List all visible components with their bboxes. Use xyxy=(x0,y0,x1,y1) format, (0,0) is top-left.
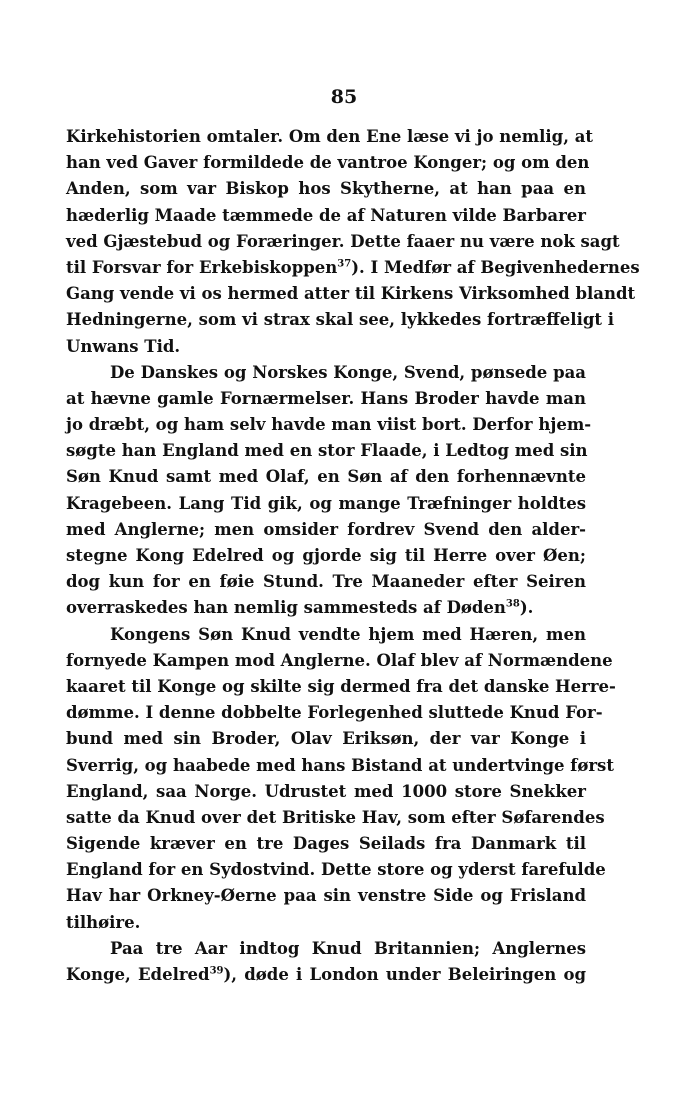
text-line xyxy=(66,726,586,752)
text-line xyxy=(66,281,636,307)
text-line xyxy=(66,622,586,648)
body-text xyxy=(66,124,640,988)
text-line-content: bund med sin Broder, Olav Eriksøn, der var Konge i xyxy=(66,729,586,749)
text-line-content: dømme. I denne dobbelte Forlegenhed sluttede Knud For- xyxy=(66,703,603,723)
text-line-content: stegne Kong Edelred og gjorde sig til Herre over Øen; xyxy=(66,546,586,565)
text-line-content: overraskedes han nemlig sammesteds af Døden xyxy=(66,598,506,618)
text-line-content: Søn Knud samt med Olaf, en Søn af den forhennævnte xyxy=(66,467,586,487)
text-line xyxy=(66,857,606,883)
text-line xyxy=(66,517,586,543)
text-line xyxy=(66,962,586,988)
text-line-content: Hav har Orkney-Øerne paa sin venstre Side og Frisland xyxy=(66,886,586,906)
text-line xyxy=(66,805,605,831)
text-line xyxy=(66,255,640,281)
text-line-continuation: ). I Medfør af Begivenhedernes xyxy=(351,257,640,277)
text-line xyxy=(66,438,586,464)
text-line xyxy=(66,779,586,805)
text-line-content: Unwans Tid. xyxy=(66,336,181,356)
text-line xyxy=(66,386,586,412)
text-line-content: Kongens Søn Knud vendte hjem med Hæren, men xyxy=(110,624,586,644)
text-line xyxy=(66,883,586,909)
text-line xyxy=(66,229,620,255)
text-line xyxy=(66,700,603,726)
text-line-content: dog kun for en føie Stund. Tre Maaneder efter Seiren xyxy=(66,572,586,592)
text-line-content: jo dræbt, og ham selv havde man viist bort. Derfor hjem- xyxy=(66,415,592,435)
footnote-marker: 38 xyxy=(505,598,520,610)
text-line-content: Hedningerne, som vi strax skal see, lykkedes fortræffeligt i xyxy=(66,310,615,330)
text-line-content: Kragebeen. Lang Tid gik, og mange Træfninger holdtes xyxy=(66,493,586,513)
text-line xyxy=(66,753,614,779)
text-line-content: Paa tre Aar indtog Knud Britannien; Anglernes xyxy=(110,938,586,958)
footnote-marker: 39 xyxy=(209,965,224,977)
text-line xyxy=(66,464,586,490)
text-line-content: fornyede Kampen mod Anglerne. Olaf blev af Normændene xyxy=(66,650,613,670)
text-line-continuation: ). xyxy=(519,598,534,618)
text-line-content: Sigende kræver en tre Dages Seilads fra Danmark til xyxy=(66,834,586,854)
text-line-content: kaaret til Konge og skilte sig dermed fra det danske Herre- xyxy=(66,676,616,696)
text-line xyxy=(66,203,586,229)
text-line xyxy=(66,360,586,386)
text-line-content: England, saa Norge. Udrustet med 1000 store Snekker xyxy=(66,781,586,801)
text-line xyxy=(66,412,592,438)
text-line-content: hæderlig Maade tæmmede de af Naturen vilde Barbarer xyxy=(66,205,586,225)
text-line-content: Sverrig, og haabede med hans Bistand at undertvinge først xyxy=(66,755,614,775)
text-line-content: søgte han England med en stor Flaade, i Ledtog med sin xyxy=(66,441,588,461)
text-line-content: Gang vende vi os hermed atter til Kirkens Virksomhed blandt xyxy=(66,284,636,304)
text-line-content: til Forsvar for Erkebiskoppen xyxy=(66,257,338,277)
text-line-content: tilhøire. xyxy=(66,912,141,932)
text-line xyxy=(66,674,616,700)
footnote-marker: 37 xyxy=(337,258,352,270)
text-line-content: satte da Knud over det Britiske Hav, som efter Søfarendes xyxy=(66,807,605,827)
text-line-continuation: ), døde i London under Beleiringen og xyxy=(223,965,586,984)
text-line xyxy=(66,648,613,674)
text-line xyxy=(66,936,586,962)
text-line xyxy=(66,595,586,621)
text-line xyxy=(66,124,594,150)
text-line-content: Konge, Edelred xyxy=(66,965,210,984)
page-number: 85 xyxy=(330,86,358,108)
text-line-content: De Danskes og Norskes Konge, Svend, pønsede paa xyxy=(110,362,586,382)
text-line-content: med Anglerne; men omsider fordrev Svend den alder- xyxy=(66,519,586,539)
text-line xyxy=(66,150,590,176)
text-line xyxy=(66,307,615,333)
text-line-content: at hævne gamle Fornærmelser. Hans Broder havde man xyxy=(66,388,586,408)
text-line-content: England for en Sydostvind. Dette store og yderst farefulde xyxy=(66,860,606,880)
text-line xyxy=(66,831,586,857)
text-line-content: Kirkehistorien omtaler. Om den Ene læse vi jo nemlig, at xyxy=(66,127,594,146)
text-line-content: ved Gjæstebud og Foræringer. Dette faaer nu være nok sagt xyxy=(66,231,620,251)
text-line xyxy=(66,543,586,569)
text-line xyxy=(66,334,586,360)
text-line xyxy=(66,910,586,936)
text-line-content: han ved Gaver formildede de vantroe Konger; og om den xyxy=(66,153,590,173)
text-line-content: Anden, som var Biskop hos Skytherne, at han paa en xyxy=(66,179,586,199)
text-line xyxy=(66,491,586,517)
text-line xyxy=(66,569,586,595)
text-line xyxy=(66,176,586,202)
